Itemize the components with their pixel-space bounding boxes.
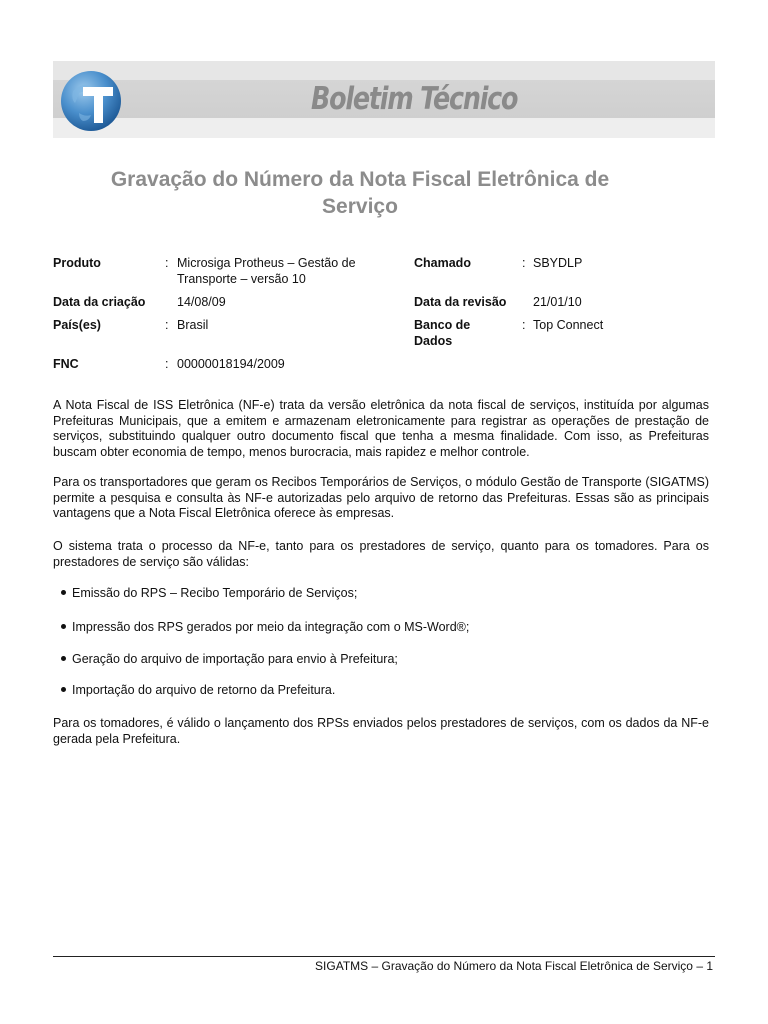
globe-t-logo-icon bbox=[59, 69, 123, 133]
fnc-label: FNC bbox=[53, 357, 79, 371]
produto-value bbox=[177, 255, 356, 287]
data-criacao-label: Data da criação bbox=[53, 295, 146, 309]
bullet-icon bbox=[61, 687, 66, 692]
banner-title: Boletim Técnico bbox=[311, 81, 518, 117]
data-criacao-value: 14/08/09 bbox=[177, 295, 226, 309]
banco-label-line2: Dados bbox=[414, 334, 453, 348]
produto-value-line1: Microsiga Protheus – Gestão de bbox=[177, 256, 356, 270]
fnc-value: 00000018194/2009 bbox=[177, 357, 285, 371]
paises-label: País(es) bbox=[53, 318, 101, 332]
produto-label: Produto bbox=[53, 256, 101, 270]
bullet-icon bbox=[61, 624, 66, 629]
produto-separator: : bbox=[165, 256, 169, 270]
list-item: Emissão do RPS – Recibo Temporário de Serviços; bbox=[61, 586, 357, 602]
document-title-line2: Serviço bbox=[322, 195, 398, 218]
banco-label bbox=[414, 317, 470, 349]
data-revisao-label: Data da revisão bbox=[414, 295, 507, 309]
banner-top-band bbox=[53, 61, 715, 80]
footer-divider bbox=[53, 956, 715, 957]
list-item: Importação do arquivo de retorno da Prefeitura. bbox=[61, 683, 335, 699]
paragraph-tomadores: Para os tomadores, é válido o lançamento dos RPSs enviados pelos prestadores de serviços, com os dados da NF-e gerada pela Prefeitura. bbox=[53, 716, 709, 746]
banco-label-line1: Banco de bbox=[414, 318, 471, 332]
chamado-separator: : bbox=[522, 256, 526, 270]
document-title-line1: Gravação do Número da Nota Fiscal Eletrônica de bbox=[110, 168, 610, 191]
banco-separator: : bbox=[522, 318, 526, 332]
list-item: Geração do arquivo de importação para envio à Prefeitura; bbox=[61, 652, 398, 668]
paises-separator: : bbox=[165, 318, 169, 332]
list-item: Impressão dos RPS gerados por meio da integração com o MS-Word®; bbox=[61, 620, 469, 636]
banco-value: Top Connect bbox=[533, 318, 604, 332]
document-title bbox=[70, 166, 650, 220]
paragraph-sistema: O sistema trata o processo da NF-e, tanto para os prestadores de serviço, quanto para os tomadores. Para os prestadores de serviço são válidas: bbox=[53, 539, 709, 569]
paises-value: Brasil bbox=[177, 318, 209, 332]
page-footer: SIGATMS – Gravação do Número da Nota Fiscal Eletrônica de Serviço – 1 bbox=[315, 959, 713, 973]
paragraph-transportadores: Para os transportadores que geram os Recibos Temporários de Serviços, o módulo Gestão de Transporte (SIGATMS) permite a pesquisa e consulta às NF-e autorizadas pelo arquivo de retorno das Prefeituras. Essas são as principais vantagens que a Nota Fiscal Eletrônica oferece às empresas. bbox=[53, 475, 709, 520]
chamado-value: SBYDLP bbox=[533, 256, 583, 270]
chamado-label: Chamado bbox=[414, 256, 471, 270]
bullet-icon bbox=[61, 656, 66, 661]
fnc-separator: : bbox=[165, 357, 169, 371]
header-banner bbox=[53, 61, 715, 138]
data-revisao-value: 21/01/10 bbox=[533, 295, 582, 309]
paragraph-intro: A Nota Fiscal de ISS Eletrônica (NF-e) trata da versão eletrônica da nota fiscal de serviços, instituída por algumas Prefeituras Municipais, que a emitem e armazenam eletronicamente para registrar as operações de prestação de serviços, substituindo qualquer outro documento fiscal que tenha a mesma finalidade. Com isso, as Prefeituras buscam obter economia de tempo, menos burocracia, mais rapidez e melhor controle. bbox=[53, 398, 709, 459]
bullet-icon bbox=[61, 590, 66, 595]
produto-value-line2: Transporte – versão 10 bbox=[177, 272, 306, 286]
